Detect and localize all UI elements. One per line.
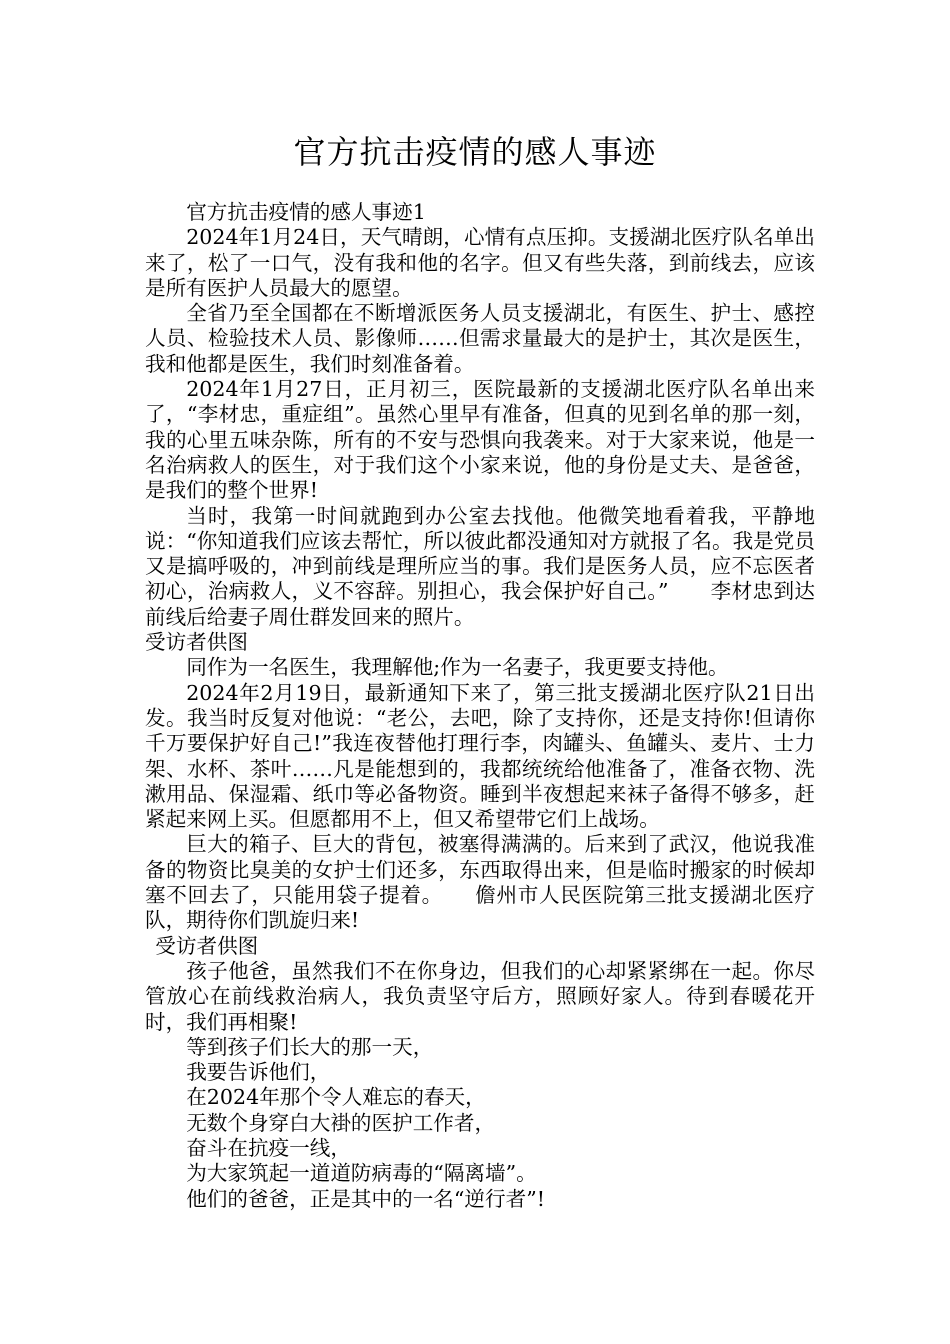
- poem-line: 奋斗在抗疫一线，: [186, 1135, 351, 1160]
- photo-credit: 受访者供图: [155, 933, 259, 958]
- poem-line: 为大家筑起一道道防病毒的“隔离墙”。: [186, 1161, 537, 1186]
- document-title: 官方抗击疫情的感人事迹: [293, 133, 657, 171]
- section-heading: 官方抗击疫情的感人事迹1: [186, 200, 426, 224]
- paragraph: 同作为一名医生，我理解他;作为一名妻子，我更要支持他。: [186, 655, 729, 680]
- poem-line: 我要告诉他们，: [186, 1060, 331, 1085]
- document-body: [145, 200, 815, 1212]
- poem-line: 等到孩子们长大的那一天，: [186, 1034, 434, 1059]
- paragraph: 全省乃至全国都在不断增派医务人员支援湖北，有医生、护士、感控人员、检验技术人员、影像师……但需求量最大的是护士，其次是医生，我和他都是医生，我们时刻准备着。: [145, 301, 815, 376]
- paragraph: 2024年1月24日，天气晴朗，心情有点压抑。支援湖北医疗队名单出来了，松了一口气，没有我和他的名字。但又有些失落，到前线去，应该是所有医护人员最大的愿望。: [145, 225, 815, 300]
- paragraph: 孩子他爸，虽然我们不在你身边，但我们的心却紧紧绑在一起。你尽管放心在前线救治病人，我负责坚守后方，照顾好家人。待到春暖花开时，我们再相聚!: [145, 958, 815, 1034]
- paragraph: 2024年1月27日，正月初三，医院最新的支援湖北医疗队名单出来了，“李材忠，重症组”。虽然心里早有准备，但真的见到名单的那一刻，我的心里五味杂陈，所有的不安与恐惧向我袭来。对于大家来说，他是一名治病救人的医生，对于我们这个小家来说，他的身份是丈夫、是爸爸，是我们的整个世界!: [145, 377, 815, 503]
- paragraph: 巨大的箱子、巨大的背包，被塞得满满的。后来到了武汉，他说我准备的物资比臭美的女护士们还多，东西取得出来，但是临时搬家的时候却塞不回去了，只能用袋子提着。 儋州市人民医院第三批支援湖北医疗队，期待你们凯旋归来!: [145, 832, 815, 933]
- paragraph: 2024年2月19日，最新通知下来了，第三批支援湖北医疗队21日出发。我当时反复对他说：“老公，去吧，除了支持你，还是支持你!但请你千万要保护好自己!”我连夜替他打理行李，肉罐头、鱼罐头、麦片、士力架、水杯、茶叶……凡是能想到的，我都统统给他准备了，准备衣物、洗漱用品、保湿霜、纸巾等必备物资。睡到半夜想起来袜子备得不够多，赶紧起来网上买。但愿都用不上，但又希望带它们上战场。: [145, 680, 815, 832]
- poem-line: 无数个身穿白大褂的医护工作者，: [186, 1110, 496, 1135]
- poem-line: 在2024年那个令人难忘的春天，: [186, 1085, 486, 1110]
- poem-line: 他们的爸爸，正是其中的一名“逆行者”!: [186, 1186, 546, 1211]
- paragraph: 当时，我第一时间就跑到办公室去找他。他微笑地看着我，平静地说：“你知道我们应该去帮忙，所以彼此都没通知对方就报了名。我是党员又是搞呼吸的，冲到前线是理所应当的事。我们是医务人员，应不忘医者初心，治病救人，义不容辞。别担心，我会保护好自己。” 李材忠到达前线后给妻子周仕群发回来的照片。: [145, 503, 815, 629]
- photo-credit: 受访者供图: [145, 630, 248, 655]
